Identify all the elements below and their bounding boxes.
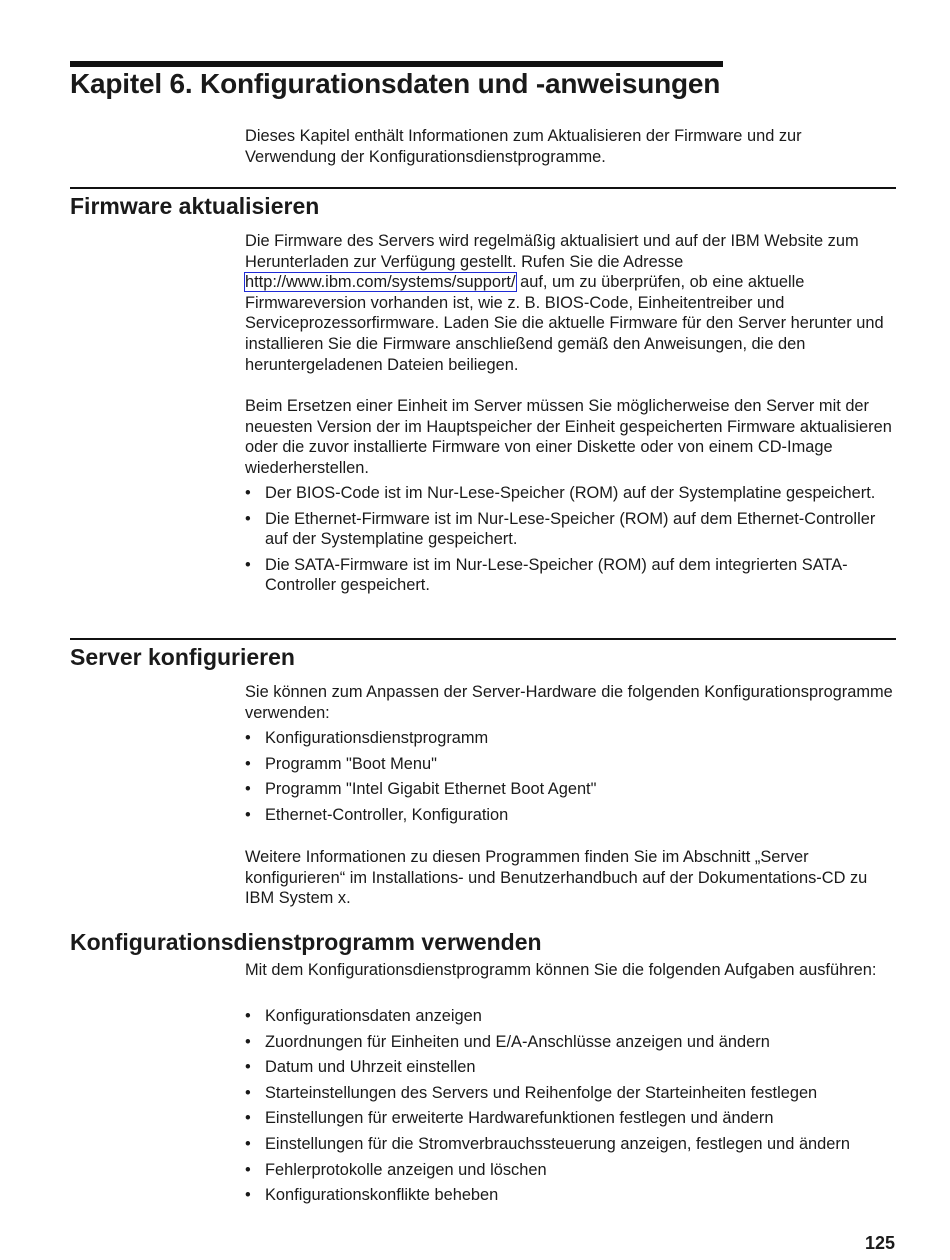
list-item-text: Konfigurationsdienstprogramm	[265, 729, 489, 747]
support-link[interactable]	[245, 273, 516, 291]
list-item-text: Der BIOS-Code ist im Nur-Lese-Speicher (ROM) auf der Systemplatine gespeichert.	[265, 484, 876, 502]
server-config-bullet-list	[245, 728, 895, 830]
config-utility-bullet-list	[245, 1006, 895, 1211]
list-item	[245, 1057, 895, 1078]
list-item	[245, 555, 895, 596]
list-item	[245, 509, 895, 550]
list-item-text: Datum und Uhrzeit einstellen	[265, 1058, 476, 1077]
firmware-paragraph-2: Beim Ersetzen einer Einheit im Server müssen Sie möglicherweise den Server mit der neuesten Version der im Hauptspeicher der Einheit gespeicherten Firmware aktualisieren oder die zuvor installierte Firmware von einer Diskette oder von einem CD-Image wiederherstellen.	[245, 397, 892, 477]
list-item	[245, 1006, 895, 1027]
firmware-paragraph-1-end: auf, um zu überprüfen, ob eine aktuelle Firmwareversion vorhanden ist, wie z. B. BIOS-Code, Einheitentreiber und Serviceprozessorfirmware. Laden Sie die aktuelle Firmware für den Server herunter und installieren Sie die Firmware anschließend gemäß den Anweisungen, die den heruntergeladenen Dateien beiliegen.	[245, 273, 884, 374]
server-config-intro: Sie können zum Anpassen der Server-Hardware die folgenden Konfigurationsprogramme verwenden:	[245, 683, 893, 722]
list-item	[245, 1134, 895, 1155]
list-item	[245, 754, 895, 775]
firmware-paragraph-1-start: Die Firmware des Servers wird regelmäßig aktualisiert und auf der IBM Website zum Herunterladen zur Verfügung gestellt. Rufen Sie die Adresse	[245, 232, 859, 271]
list-item-text: Die Ethernet-Firmware ist im Nur-Lese-Speicher (ROM) auf dem Ethernet-Controller auf der Systemplatine gespeichert.	[265, 509, 876, 549]
list-item-text: Die SATA-Firmware ist im Nur-Lese-Speicher (ROM) auf dem integrierten SATA-Controller gespeichert.	[265, 555, 848, 595]
chapter-title: Kapitel 6. Konfigurationsdaten und -anweisungen	[70, 68, 721, 99]
bullet-icon: •	[245, 805, 251, 824]
list-item	[245, 805, 895, 826]
list-item	[245, 483, 895, 504]
chapter-intro: Dieses Kapitel enthält Informationen zum Aktualisieren der Firmware und zur Verwendung der Konfigurationsdienstprogramme.	[245, 127, 802, 166]
bullet-icon: •	[245, 754, 251, 773]
list-item-text: Konfigurationskonflikte beheben	[265, 1186, 499, 1205]
list-item-text: Ethernet-Controller, Konfiguration	[265, 805, 509, 824]
list-item-text: Konfigurationsdaten anzeigen	[265, 1007, 482, 1025]
section-rule-firmware	[70, 187, 896, 189]
list-item-text: Starteinstellungen des Servers und Reihenfolge der Starteinheiten festlegen	[265, 1083, 818, 1102]
section-title-config-utility: Konfigurationsdienstprogramm verwenden	[70, 929, 542, 955]
support-link-part1[interactable]: http://	[245, 273, 287, 292]
bullet-icon: •	[245, 1109, 251, 1128]
bullet-icon: •	[245, 1032, 251, 1051]
list-item	[245, 1108, 895, 1129]
bullet-icon: •	[245, 1134, 251, 1153]
server-config-outro: Weitere Informationen zu diesen Programmen finden Sie im Abschnitt „Server konfigurieren“ im Installations- und Benutzerhandbuch auf der Dokumentations-CD zu IBM System x.	[245, 848, 868, 908]
list-item	[245, 728, 895, 749]
bullet-icon: •	[245, 555, 251, 574]
section-rule-server-config	[70, 638, 896, 640]
section-title-server-config: Server konfigurieren	[70, 644, 295, 670]
bullet-icon: •	[245, 780, 251, 799]
bullet-icon: •	[245, 1058, 251, 1077]
bullet-icon: •	[245, 729, 251, 747]
bullet-icon: •	[245, 1083, 251, 1102]
bullet-icon: •	[245, 1160, 251, 1179]
list-item	[245, 1160, 895, 1181]
list-item	[245, 1185, 895, 1206]
bullet-icon: •	[245, 509, 251, 528]
list-item	[245, 779, 895, 800]
list-item-text: Fehlerprotokolle anzeigen und löschen	[265, 1160, 547, 1179]
list-item	[245, 1083, 895, 1104]
list-item	[245, 1032, 895, 1053]
bullet-icon: •	[245, 1186, 251, 1205]
config-utility-intro: Mit dem Konfigurationsdienstprogramm können Sie die folgenden Aufgaben ausführen:	[245, 961, 877, 979]
list-item-text: Programm "Intel Gigabit Ethernet Boot Agent"	[265, 780, 597, 799]
section-title-firmware: Firmware aktualisieren	[70, 193, 320, 219]
list-item-text: Zuordnungen für Einheiten und E/A-Anschlüsse anzeigen und ändern	[265, 1032, 770, 1051]
support-link-part2[interactable]: www.ibm.com/systems/support/	[286, 273, 516, 292]
list-item-text: Programm "Boot Menu"	[265, 754, 437, 773]
list-item-text: Einstellungen für erweiterte Hardwarefunktionen festlegen und ändern	[265, 1109, 774, 1128]
bullet-icon: •	[245, 484, 251, 502]
firmware-paragraph-1	[245, 231, 895, 375]
page-number: 125	[864, 1233, 895, 1253]
bullet-icon: •	[245, 1007, 251, 1025]
list-item-text: Einstellungen für die Stromverbrauchssteuerung anzeigen, festlegen und ändern	[265, 1134, 850, 1153]
firmware-bullet-list	[245, 483, 895, 601]
